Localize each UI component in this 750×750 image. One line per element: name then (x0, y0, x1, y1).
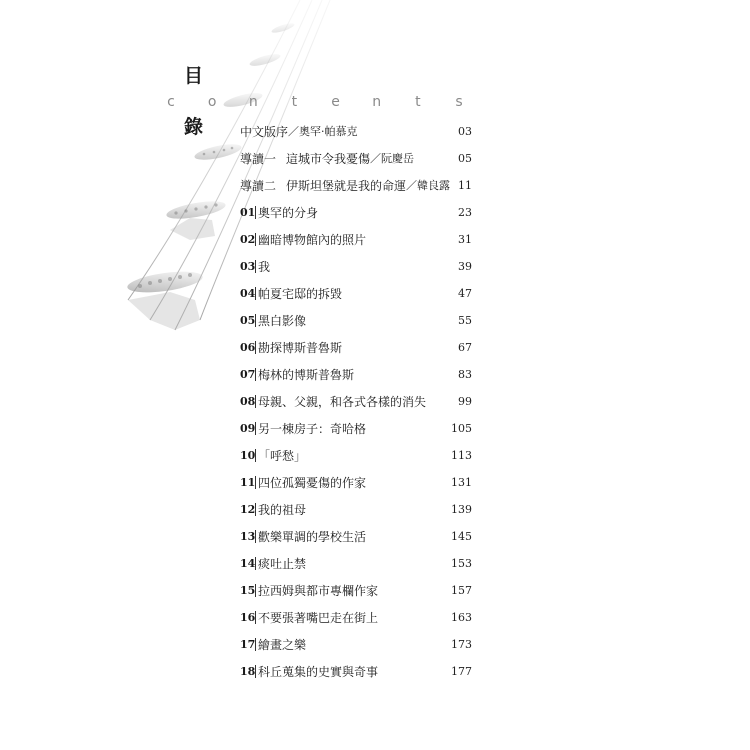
chapter-page: 83 (458, 367, 472, 381)
chapter-page: 163 (451, 610, 472, 624)
chapter-title: 我 (258, 259, 271, 274)
toc-entry-author: ／阮慶岳 (370, 152, 415, 165)
toc-row-chapter[interactable] (240, 310, 472, 330)
chapter-title: 另一棟房子：奇哈格 (258, 421, 367, 436)
chapter-title: 歡樂單調的學校生活 (258, 529, 367, 544)
chapter-page: 105 (451, 421, 472, 435)
chapter-number: 08 (240, 394, 256, 408)
chapter-divider (255, 449, 256, 462)
toc-row-chapter[interactable] (240, 256, 472, 276)
chapter-divider (255, 206, 256, 219)
chapter-number: 15 (240, 583, 256, 597)
chapter-number: 14 (240, 556, 256, 570)
subtitle-letter: s (455, 94, 463, 110)
toc-entry-label: 導讀二 (240, 178, 277, 193)
chapter-page: 145 (451, 529, 472, 543)
chapter-divider (255, 341, 256, 354)
chapter-title: 繪畫之樂 (258, 637, 307, 652)
toc-entry-author: ／韓良露 (406, 179, 451, 192)
subtitle-letter: o (207, 94, 217, 110)
toc-row-chapter[interactable] (240, 661, 472, 681)
chapter-title: 不要張著嘴巴走在街上 (258, 610, 379, 625)
chapter-divider (255, 368, 256, 381)
chapter-number: 04 (240, 286, 256, 300)
chapter-divider (255, 260, 256, 273)
toc-row-chapter[interactable] (240, 472, 472, 492)
subtitle-letter: t (291, 94, 298, 110)
chapter-number: 05 (240, 313, 256, 327)
chapter-page: 113 (451, 448, 472, 462)
chapter-title: 奧罕的分身 (258, 205, 319, 220)
chapter-number: 17 (240, 637, 256, 651)
toc-entry-author: ／奧罕·帕慕克 (288, 125, 358, 138)
chapter-page: 177 (451, 664, 472, 678)
chapter-page: 173 (451, 637, 472, 651)
chapter-page: 131 (451, 475, 472, 489)
toc-row-chapter[interactable] (240, 337, 472, 357)
chapter-number: 07 (240, 367, 256, 381)
toc-row-intro-2[interactable] (240, 175, 472, 195)
toc-entry-label: 導讀一 (240, 151, 277, 166)
toc-row-chapter[interactable] (240, 526, 472, 546)
chapter-number: 16 (240, 610, 256, 624)
chapter-title: 母親、父親，和各式各樣的消失 (258, 394, 427, 409)
chapter-page: 157 (451, 583, 472, 597)
chapter-number: 06 (240, 340, 256, 354)
toc-heading-top: 目 (184, 65, 204, 87)
chapter-title: 梅林的博斯普魯斯 (258, 367, 355, 382)
chapter-page: 153 (451, 556, 472, 570)
chapter-number: 13 (240, 529, 256, 543)
chapter-divider (255, 314, 256, 327)
chapter-page: 31 (458, 232, 472, 246)
chapter-number: 03 (240, 259, 256, 273)
chapter-title: 科丘蒐集的史實與奇事 (258, 664, 379, 679)
subtitle-letter: n (372, 94, 382, 110)
chapter-divider (255, 530, 256, 543)
chapter-number: 18 (240, 664, 256, 678)
toc-entry-title: 伊斯坦堡就是我的命運 (286, 178, 407, 193)
subtitle-letter: t (415, 94, 421, 110)
chapter-divider (255, 665, 256, 678)
toc-row-chapter[interactable] (240, 391, 472, 411)
toc-row-preface[interactable] (240, 121, 472, 141)
chapter-page: 67 (458, 340, 472, 354)
subtitle-letter: e (331, 94, 340, 110)
chapter-number: 02 (240, 232, 256, 246)
chapter-divider (255, 503, 256, 516)
chapter-page: 23 (458, 205, 472, 219)
chapter-divider (255, 611, 256, 624)
toc-entry-page: 05 (458, 151, 472, 165)
subtitle-letter: c (167, 94, 175, 110)
toc-row-chapter[interactable] (240, 553, 472, 573)
chapter-title: 四位孤獨憂傷的作家 (258, 475, 367, 490)
toc-row-chapter[interactable] (240, 445, 472, 465)
chapter-divider (255, 233, 256, 246)
chapter-number: 12 (240, 502, 256, 516)
chapter-divider (255, 422, 256, 435)
chapter-divider (255, 287, 256, 300)
chapter-page: 139 (451, 502, 472, 516)
toc-row-chapter[interactable] (240, 418, 472, 438)
chapter-number: 10 (240, 448, 256, 462)
chapter-title: 痰吐止禁 (258, 556, 307, 571)
chapter-number: 01 (240, 205, 256, 219)
chapter-divider (255, 395, 256, 408)
toc-row-chapter[interactable] (240, 364, 472, 384)
toc-row-intro-1[interactable] (240, 148, 472, 168)
chapter-page: 99 (458, 394, 472, 408)
subtitle-letter: n (248, 94, 258, 110)
toc-row-chapter[interactable] (240, 202, 472, 222)
toc-row-chapter[interactable] (240, 499, 472, 519)
chapter-title: 我的祖母 (258, 502, 307, 517)
chapter-page: 47 (458, 286, 472, 300)
chapter-title: 黑白影像 (258, 313, 307, 328)
chapter-page: 55 (458, 313, 472, 327)
chapter-divider (255, 557, 256, 570)
toc-row-chapter[interactable] (240, 634, 472, 654)
chapter-title: 拉西姆與都市專欄作家 (258, 583, 379, 598)
toc-entry-label: 中文版序 (240, 124, 289, 139)
chapter-title: 幽暗博物館內的照片 (258, 232, 367, 247)
chapter-title: 「呼愁」 (258, 448, 307, 463)
toc-row-chapter[interactable] (240, 580, 472, 600)
chapter-page: 39 (458, 259, 472, 273)
chapter-divider (255, 584, 256, 597)
chapter-divider (255, 638, 256, 651)
chapter-number: 11 (240, 475, 256, 489)
toc-row-chapter[interactable] (240, 283, 472, 303)
toc-row-chapter[interactable] (240, 607, 472, 627)
toc-row-chapter[interactable] (240, 229, 472, 249)
chapter-number: 09 (240, 421, 256, 435)
toc-entry-title: 這城市令我憂傷 (286, 151, 371, 166)
chapter-title: 帕夏宅邸的拆毀 (258, 286, 343, 301)
toc-entry-page: 11 (458, 178, 472, 192)
toc-heading-bottom: 錄 (184, 116, 204, 138)
toc-entry-page: 03 (458, 124, 472, 138)
chapter-title: 勘探博斯普魯斯 (258, 340, 343, 355)
chapter-divider (255, 476, 256, 489)
